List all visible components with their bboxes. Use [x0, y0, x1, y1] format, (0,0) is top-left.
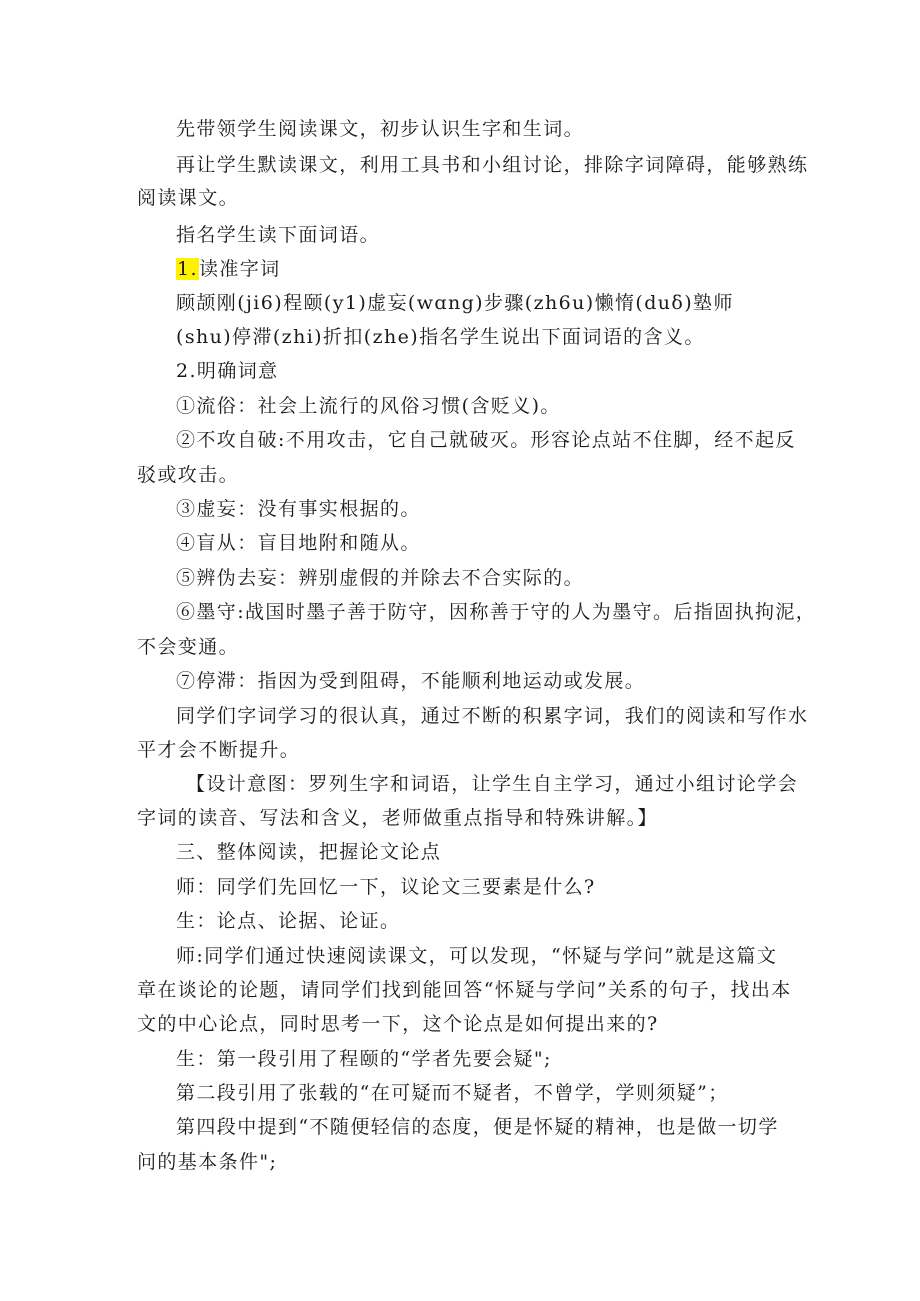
dialogue-3-cont-1: 章在谈论的论题，请同学们找到能回答“怀疑与学问”关系的句子，找出本	[137, 979, 792, 1001]
definition-3: ③虚妄：没有事实根据的。	[176, 498, 421, 520]
dialogue-3: 师:同学们通过快速阅读课文，可以发现，“怀疑与学问”就是这篇文	[176, 945, 778, 967]
paragraph-intro-3: 指名学生读下面词语。	[176, 224, 381, 246]
dialogue-4: 生：第一段引用了程颐的“学者先要会疑";	[176, 1048, 552, 1070]
section1-number-highlight: 1.	[177, 258, 198, 280]
pinyin-line-2: (shu)停滞(zhi)折扣(zhe)指名学生说出下面词语的含义。	[176, 326, 705, 348]
summary-1: 同学们字词学习的很认真，通过不断的积累字词，我们的阅读和写作水	[176, 705, 809, 727]
section1-heading	[176, 257, 281, 281]
section1-title: 读准字词	[198, 258, 281, 280]
definition-1: ①流俗：社会上流行的风俗习惯(含贬义)。	[176, 395, 561, 417]
definition-7: ⑦停滞：指因为受到阻碍，不能顺利地运动或发展。	[176, 670, 646, 692]
dialogue-3-cont-2: 文的中心论点，同时思考一下，这个论点是如何提出来的?	[137, 1013, 659, 1035]
dialogue-1: 师：同学们先回忆一下，议论文三要素是什么?	[176, 876, 596, 898]
definition-6-cont: 不会变通。	[137, 636, 240, 658]
pinyin-line-1: 顾颉刚(ji6)程颐(y1)虚妄(wɑng)步骤(zh6u)懒惰(duδ)塾师	[176, 292, 734, 314]
dialogue-6-cont: 问的基本条件";	[137, 1151, 278, 1173]
design-intent-1: 【设计意图：罗列生字和词语，让学生自主学习，通过小组讨论学会	[186, 773, 799, 795]
section3-title: 三、整体阅读，把握论文论点	[176, 841, 442, 863]
definition-2-cont: 驳或攻击。	[137, 464, 240, 486]
summary-1-cont: 平才会不断提升。	[137, 739, 301, 761]
paragraph-intro-2: 再让学生默读课文，利用工具书和小组讨论，排除字词障碍，能够熟练	[176, 154, 809, 176]
section2-title: 2.明确词意	[176, 360, 279, 382]
definition-6: ⑥墨守:战国时墨子善于防守，因称善于守的人为墨守。后指固执拘泥，	[176, 601, 817, 623]
definition-4: ④盲从：盲目地附和随从。	[176, 532, 421, 554]
definition-2: ②不攻自破:不用攻击，它自己就破灭。形容论点站不住脚，经不起反	[176, 429, 796, 451]
paragraph-intro-1: 先带领学生阅读课文，初步认识生字和生词。	[176, 118, 585, 140]
dialogue-6: 第四段中提到“不随便轻信的态度，便是怀疑的精神，也是做一切学	[176, 1116, 779, 1138]
design-intent-2: 字词的读音、写法和含义，老师做重点指导和特殊讲解。】	[137, 807, 658, 829]
dialogue-5: 第二段引用了张载的“在可疑而不疑者，不曾学，学则须疑”；	[176, 1082, 729, 1104]
paragraph-intro-2-cont: 阅读课文。	[137, 187, 240, 209]
dialogue-2: 生：论点、论据、论证。	[176, 910, 401, 932]
definition-5: ⑤辨伪去妄：辨别虚假的并除去不合实际的。	[176, 567, 585, 589]
